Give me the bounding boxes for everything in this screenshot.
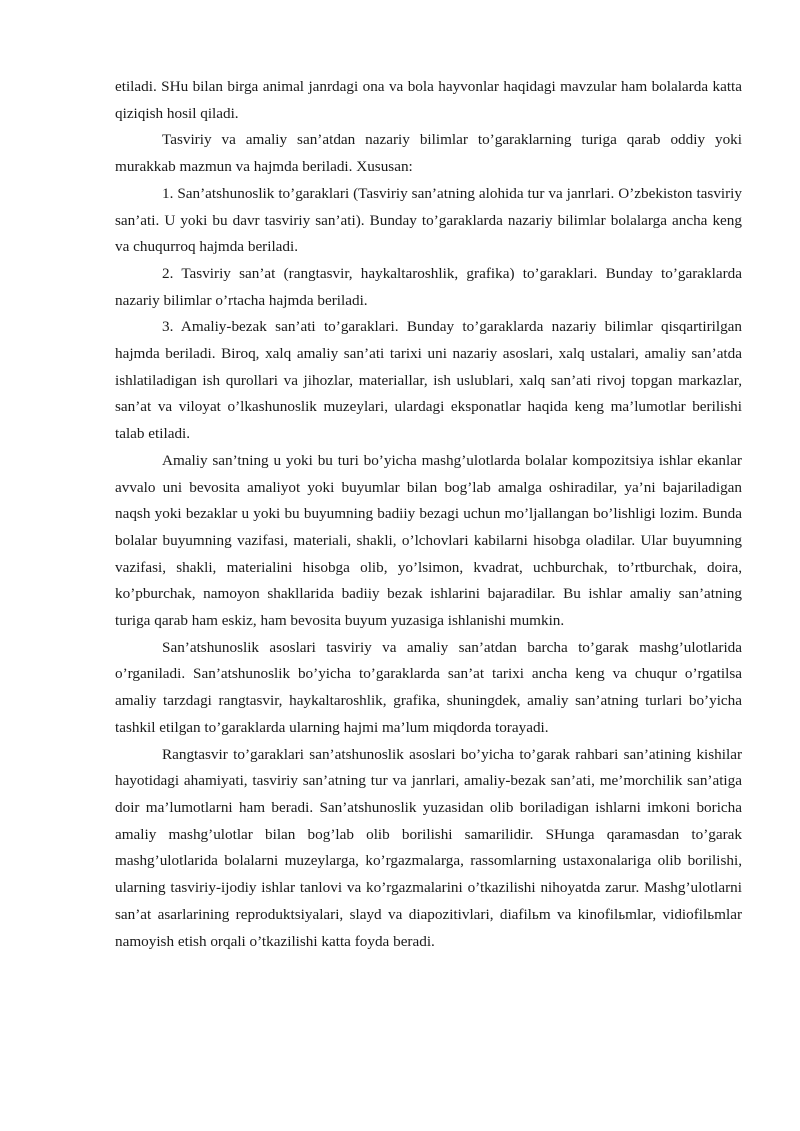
paragraph-7: San’atshunoslik asoslari tasviriy va amaliy san’atdan barcha to’garak mashg’ulotlarida o’rganiladi. San’atshunoslik bo’yicha to’garaklarda san’at tarixi ancha keng va chuqur o’rgatilsa amaliy tarzdagi rangtasvir, haykaltaroshlik, grafika, shuningdek, amaliy san’atning turlari bo’yicha tashkil etilgan to’garaklarda ularning hajmi ma’lum miqdorda torayadi. (115, 638, 742, 736)
paragraph-3: 1. San’atshunoslik to’garaklari (Tasviriy san’atning alohida tur va janrlari. O’zbekiston tasviriy san’ati. U yoki bu davr tasviriy san’ati). Bunday to’garaklarda nazariy bilimlar bolalarga ancha keng va chuqurroq hajmda beriladi. (115, 184, 742, 256)
paragraph-6: Amaliy san’tning u yoki bu turi bo’yicha mashg’ulotlarda bolalar kompozitsiya ishlar ekanlar avvalo uni bevosita amaliyot yoki buyumlar bilan bog’lab amalga oshiradilar, ya’ni bajariladigan naqsh yoki bezaklar u yoki bu buyumning badiiy bezagi uchun mo’ljallangan bo’lishligi lozim. Bunda bolalar buyumning vazifasi, materiali, shakli, o’lchovlari kabilarni hisobga oladilar. Ular buyumning vazifasi, shakli, materialini hisobga olib, yo’lsimon, kvadrat, uchburchak, to’rtburchak, doira, ko’pburchak, namoyon shakllarida badiiy bezak ishlarini bajaradilar. Bu ishlar amaliy san’atning turiga qarab ham eskiz, ham bevosita buyum yuzasiga ishlanishi mumkin. (115, 451, 742, 630)
paragraph-1: etiladi. SHu bilan birga animal janrdagi ona va bola hayvonlar haqidagi mavzular ham bolalarda katta qiziqish hosil qiladi. (115, 78, 742, 122)
paragraph-8: Rangtasvir to’garaklari san’atshunoslik asoslari bo’yicha to’garak rahbari san’atining kishilar hayotidagi ahamiyati, tasviriy san’atning tur va janrlari, amaliy-bezak san’ati, me’morchilik san’atiga doir ma’lumotlarni ham beradi. San’atshunoslik yuzasidan olib boriladigan ishlarni imkoni boricha amaliy mashg’ulotlar bilan bog’lab olib borilishi samarilidir. SHunga qaramasdan to’garak mashg’ulotlarida bolalarni muzeylarga, ko’rgazmalarga, rassomlarning ustaxonalariga olib borilishi, ularning tasviriy-ijodiy ishlar tanlovi va ko’rgazmalarini o’tkazilishi nihoyatda zarur. Mashg’ulotlarni san’at asarlarining reproduktsiyalari, slayd va diapozitivlari, diafilьm va kinofilьmlar, vidiofilьmlar namoyish etish orqali o’tkazilishi katta foyda beradi. (115, 745, 742, 950)
paragraph-2: Tasviriy va amaliy san’atdan nazariy bilimlar to’garaklarning turiga qarab oddiy yoki murakkab mazmun va hajmda beriladi. Xususan: (115, 131, 742, 176)
paragraph-4: 2. Tasviriy san’at (rangtasvir, haykaltaroshlik, grafika) to’garaklari. Bunday to’garaklarda nazariy bilimlar o’rtacha hajmda beriladi. (115, 264, 742, 309)
paragraph-5: 3. Amaliy-bezak san’ati to’garaklari. Bunday to’garaklarda nazariy bilimlar qisqartirilgan hajmda beriladi. Biroq, xalq amaliy san’ati tarixi uni nazariy asoslari, xalq ustalari, amaliy san’atda ishlatiladigan ish qurollari va jihozlar, materiallar, ish uslublari, xalq san’ati rivoj topgan markazlar, san’at va viloyat o’lkashunoslik muzeylari, ulardagi eksponatlar haqida keng ma’lumotlar berilishi talab etiladi. (115, 318, 742, 443)
document-page (115, 74, 742, 955)
